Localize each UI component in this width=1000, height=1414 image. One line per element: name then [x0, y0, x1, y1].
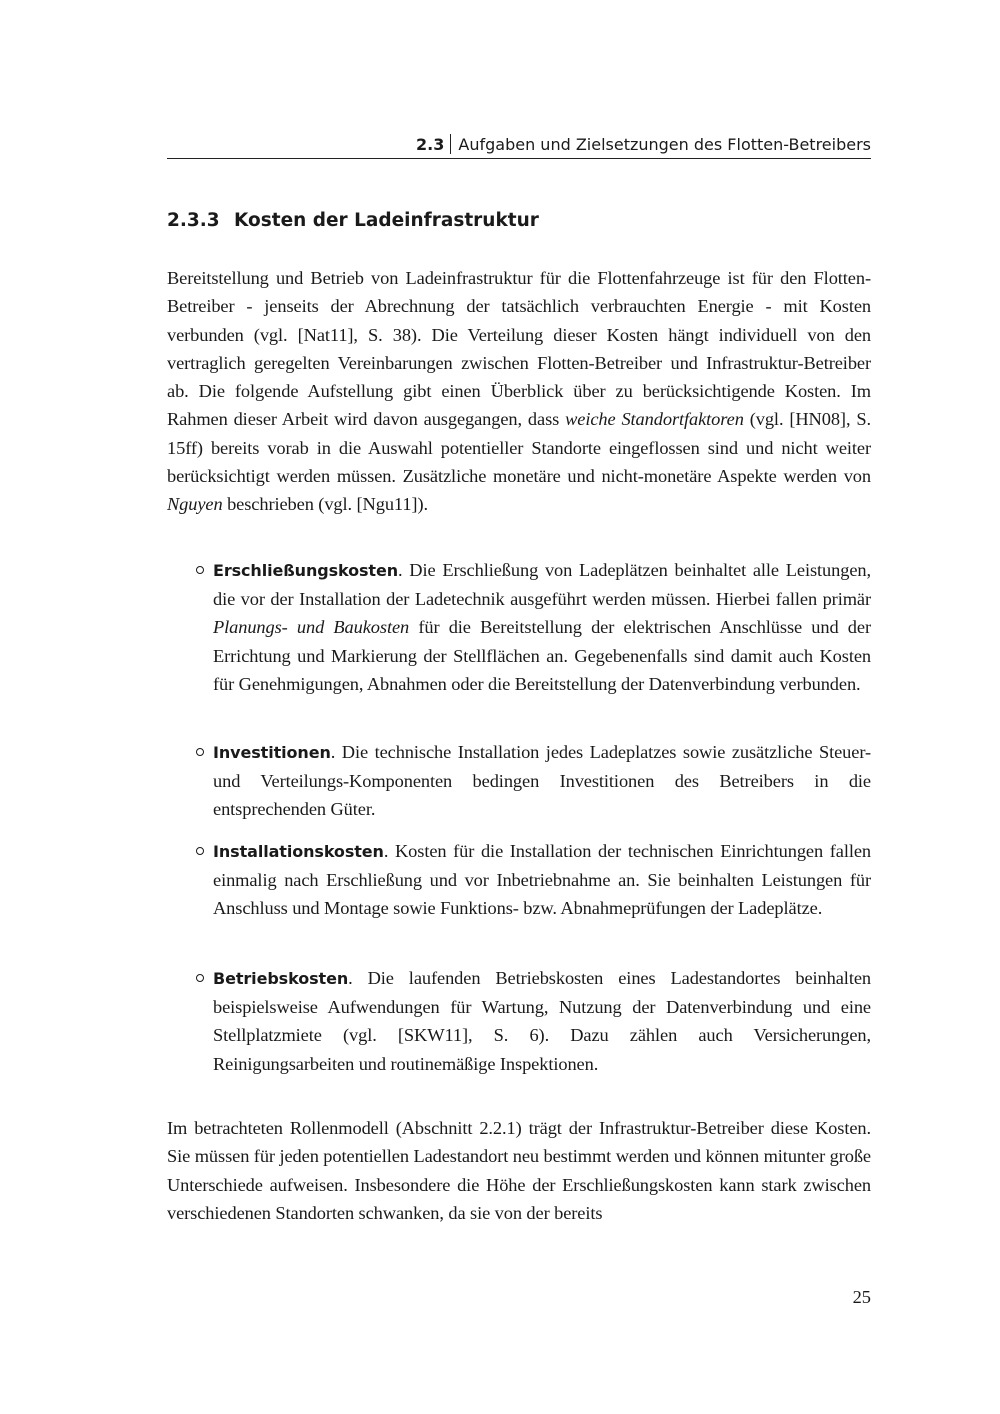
intro-emphasis-1: weiche Standortfaktoren [565, 409, 744, 430]
cost-item-term: Erschließungskosten [213, 561, 399, 580]
cost-item-text [213, 556, 871, 698]
cost-item-body-2: für die Bereitstellung der elektrischen Anschlüsse und der Errichtung und Markierung der Stellflächen an. Gegebenenfalls sind damit auch Kosten für Genehmigungen, Abnahmen oder die Bereitstellung der Datenverbindung verbunden. [213, 617, 871, 694]
cost-item-body-1: . Kosten für die Installation der technischen Einrichtungen fallen einmalig nach Erschließung und vor Inbetriebnahme an. Sie beinhalten Leistungen für Anschluss und Montage sowie Funktions- bzw. Abnahmeprüfungen der Ladeplätze. [213, 841, 871, 919]
cost-item-investitionen [167, 738, 871, 824]
cost-item-text [213, 837, 871, 923]
cost-item-betriebskosten [167, 964, 871, 1078]
intro-text-2: (vgl. [HN08], S. 15ff) bereits vorab in die Auswahl potentieller Standorte eingeflossen sind und nicht weiter berücksichtigt werden müssen. Zusätzliche monetäre und nicht-monetäre Aspekte werden von [167, 409, 871, 487]
header-section-number: 2.3 [416, 135, 445, 154]
cost-item-term: Investitionen [213, 743, 331, 762]
cost-item-erschliessungskosten [167, 556, 871, 698]
bullet-circle-icon [196, 847, 204, 855]
cost-item-text [213, 738, 871, 824]
intro-text-3: beschrieben (vgl. [Ngu11]). [222, 494, 428, 515]
cost-item-installationskosten [167, 837, 871, 923]
cost-item-body-1: . Die laufenden Betriebskosten eines Ladestandortes beinhalten beispielsweise Aufwendungen für Wartung, Nutzung der Datenverbindung und eine Stellplatzmiete (vgl. [SKW11], S. 6). Dazu zählen auch Versicherungen, Reinigungsarbeiten und routinemäßige Inspektionen. [213, 968, 871, 1074]
section-heading [167, 207, 539, 235]
intro-emphasis-2: Nguyen [167, 494, 223, 515]
section-number: 2.3.3 [167, 210, 220, 231]
running-header [167, 132, 871, 159]
bullet-circle-icon [196, 566, 204, 574]
cost-item-term: Installationskosten [213, 842, 384, 861]
cost-item-emphasis: Planungs- und Baukosten [213, 617, 410, 638]
cost-item-body-1: . Die Erschließung von Ladeplätzen beinhaltet alle Leistungen, die vor der Installation der Ladetechnik ausgeführt werden müssen. Hierbei fallen primär [213, 560, 871, 610]
cost-item-term: Betriebskosten [213, 969, 349, 988]
section-title: Kosten der Ladeinfrastruktur [234, 210, 539, 231]
intro-paragraph [167, 264, 871, 519]
intro-text-1: Bereitstellung und Betrieb von Ladeinfrastruktur für die Flottenfahrzeuge ist für den Flotten-Betreiber - jenseits der Abrechnung der tatsächlich verbrauchten Energie - mit Kosten verbunden (vgl. [Nat11], S. 38). Die Verteilung dieser Kosten hängt individuell von den vertraglich geregelten Vereinbarungen zwischen Flotten-Betreiber und Infrastruktur-Betreiber ab. Die folgende Aufstellung gibt einen Überblick über zu berücksichtigende Kosten. Im Rahmen dieser Arbeit wird davon ausgegangen, dass [167, 268, 871, 430]
closing-paragraph: Im betrachteten Rollenmodell (Abschnitt 2.2.1) trägt der Infrastruktur-Betreiber diese Kosten. Sie müssen für jeden potentiellen Ladestandort neu bestimmt werden und können mitunter große Unterschiede aufweisen. Insbesondere die Höhe der Erschließungskosten kann stark zwischen verschiedenen Standorten schwanken, da sie von der bereits [167, 1118, 871, 1223]
cost-item-body-1: . Die technische Installation jedes Ladeplatzes sowie zusätzliche Steuer- und Verteilungs-Komponenten bedingen Investitionen des Betreibers in die entsprechenden Güter. [213, 742, 871, 820]
header-section-title: Aufgaben und Zielsetzungen des Flotten-Betreibers [458, 135, 871, 154]
cost-item-text [213, 964, 871, 1078]
page-number: 25 [852, 1287, 871, 1307]
bullet-circle-icon [196, 748, 204, 756]
bullet-circle-icon [196, 974, 204, 982]
